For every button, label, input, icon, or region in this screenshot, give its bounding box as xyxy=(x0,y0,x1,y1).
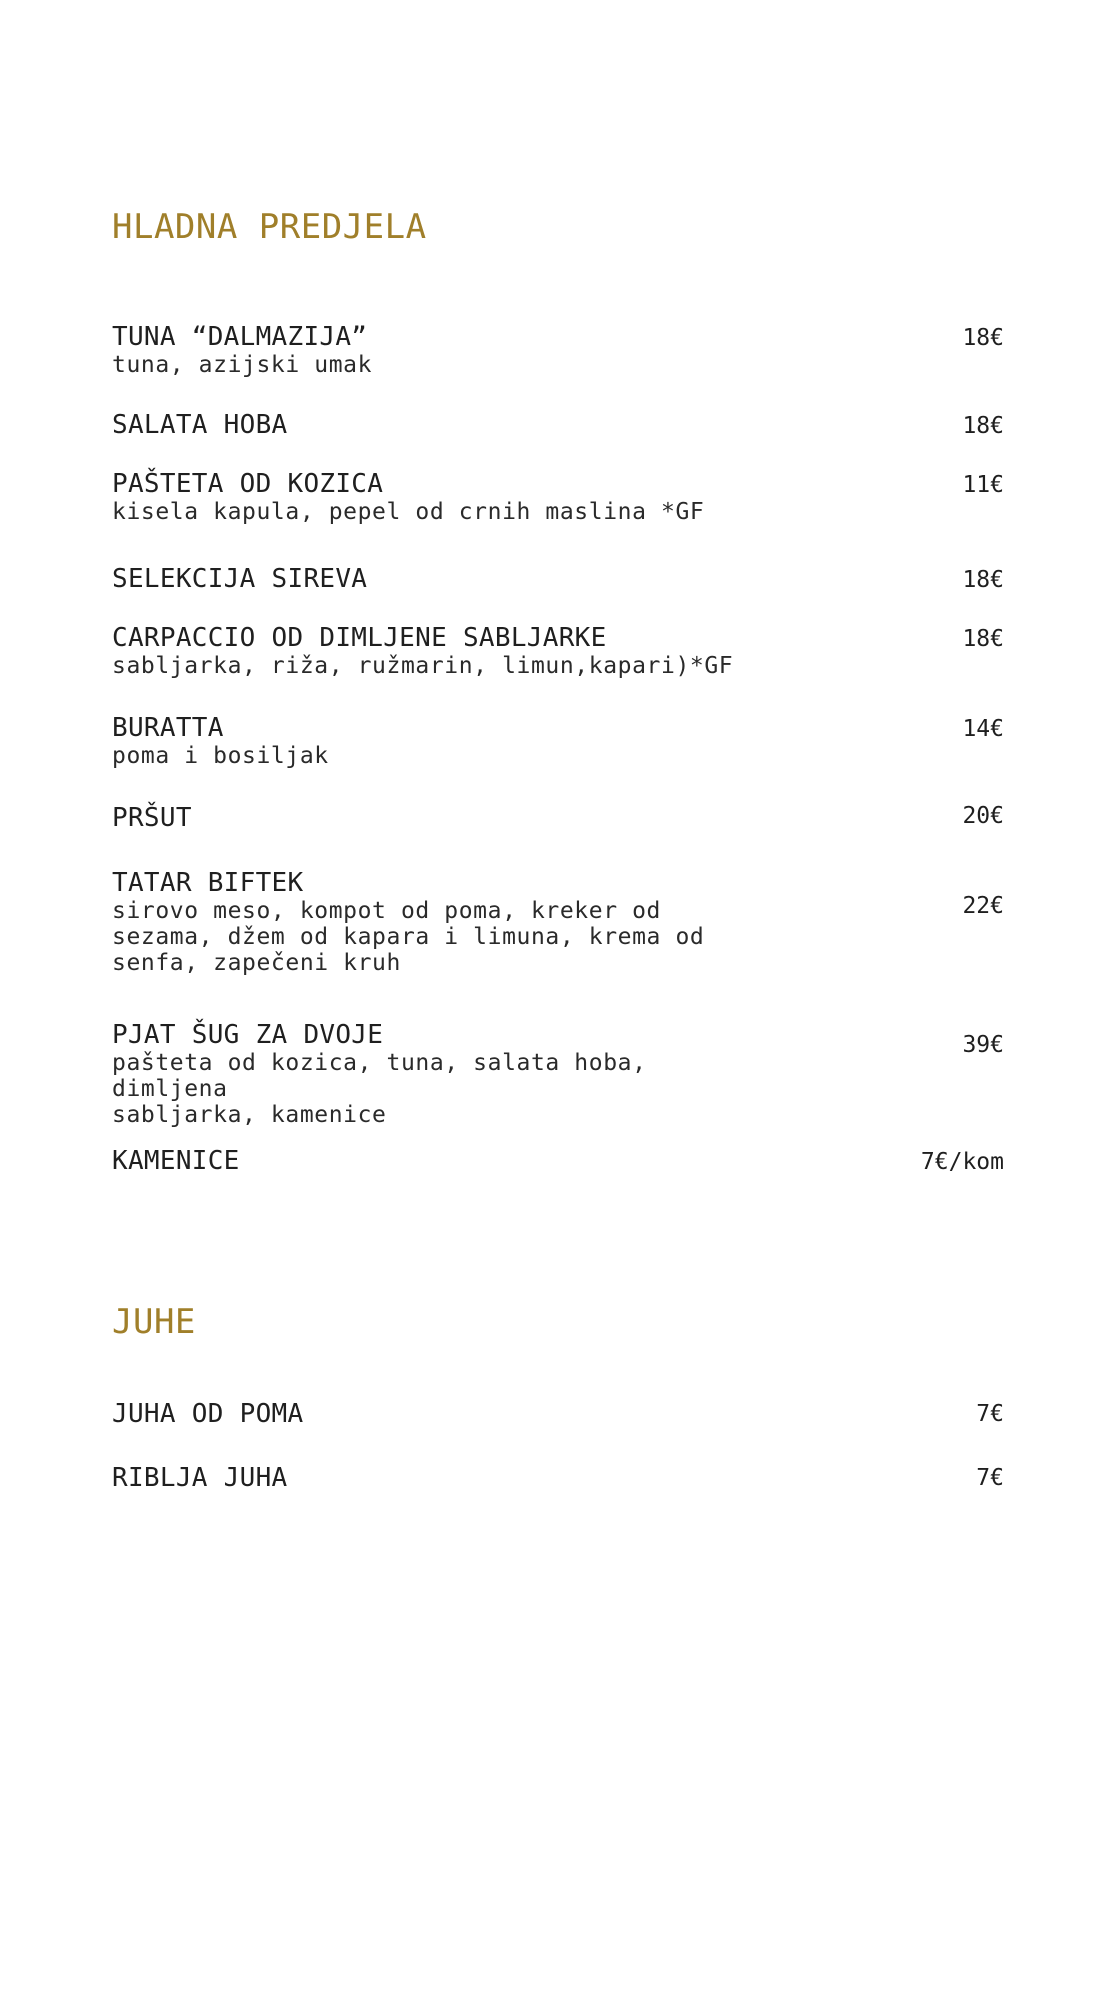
menu-item xyxy=(112,469,1004,525)
item-description: sabljarka, riža, ružmarin, limun,kapari)*GF xyxy=(112,653,734,679)
menu-item xyxy=(112,410,1004,440)
item-description: pašteta od kozica, tuna, salata hoba, dimljena sabljarka, kamenice xyxy=(112,1050,647,1128)
item-price: 7€/kom xyxy=(920,1149,1004,1175)
menu-item xyxy=(112,1020,1004,1128)
item-price: 18€ xyxy=(962,413,1004,439)
section-title-juhe: JUHE xyxy=(112,1302,196,1342)
item-name: PRŠUT xyxy=(112,803,192,833)
item-price: 22€ xyxy=(962,893,1004,919)
item-price: 20€ xyxy=(962,803,1004,829)
item-price: 39€ xyxy=(962,1032,1004,1058)
item-price: 18€ xyxy=(962,567,1004,593)
item-description: tuna, azijski umak xyxy=(112,352,373,378)
item-name: PJAT ŠUG ZA DVOJE xyxy=(112,1020,384,1050)
section-title-hladna-predjela: HLADNA PREDJELA xyxy=(112,207,427,247)
menu-item xyxy=(112,868,1004,976)
item-name: RIBLJA JUHA xyxy=(112,1463,288,1493)
item-name: TATAR BIFTEK xyxy=(112,868,304,898)
menu-item xyxy=(112,623,1004,679)
menu-item xyxy=(112,322,1004,378)
item-name: TUNA “DALMAZIJA” xyxy=(112,322,368,352)
item-name: BURATTA xyxy=(112,713,224,743)
item-name: PAŠTETA OD KOZICA xyxy=(112,469,384,499)
item-name: CARPACCIO OD DIMLJENE SABLJARKE xyxy=(112,623,607,653)
menu-item xyxy=(112,564,1004,594)
item-name: JUHA OD POMA xyxy=(112,1399,304,1429)
item-name: SELEKCIJA SIREVA xyxy=(112,564,368,594)
menu-item xyxy=(112,1463,1004,1493)
item-description: sirovo meso, kompot od poma, kreker od sezama, džem od kapara i limuna, krema od senfa, zapečeni kruh xyxy=(112,898,705,976)
menu-item xyxy=(112,1146,1004,1176)
item-price: 7€ xyxy=(976,1465,1004,1491)
item-price: 11€ xyxy=(962,472,1004,498)
item-price: 18€ xyxy=(962,626,1004,652)
item-price: 7€ xyxy=(976,1401,1004,1427)
menu-item xyxy=(112,803,1004,833)
menu-item xyxy=(112,1399,1004,1429)
menu-item xyxy=(112,713,1004,769)
item-description: kisela kapula, pepel od crnih maslina *GF xyxy=(112,499,705,525)
item-price: 18€ xyxy=(962,325,1004,351)
item-name: KAMENICE xyxy=(112,1146,240,1176)
item-price: 14€ xyxy=(962,716,1004,742)
item-name: SALATA HOBA xyxy=(112,410,288,440)
item-description: poma i bosiljak xyxy=(112,743,329,769)
